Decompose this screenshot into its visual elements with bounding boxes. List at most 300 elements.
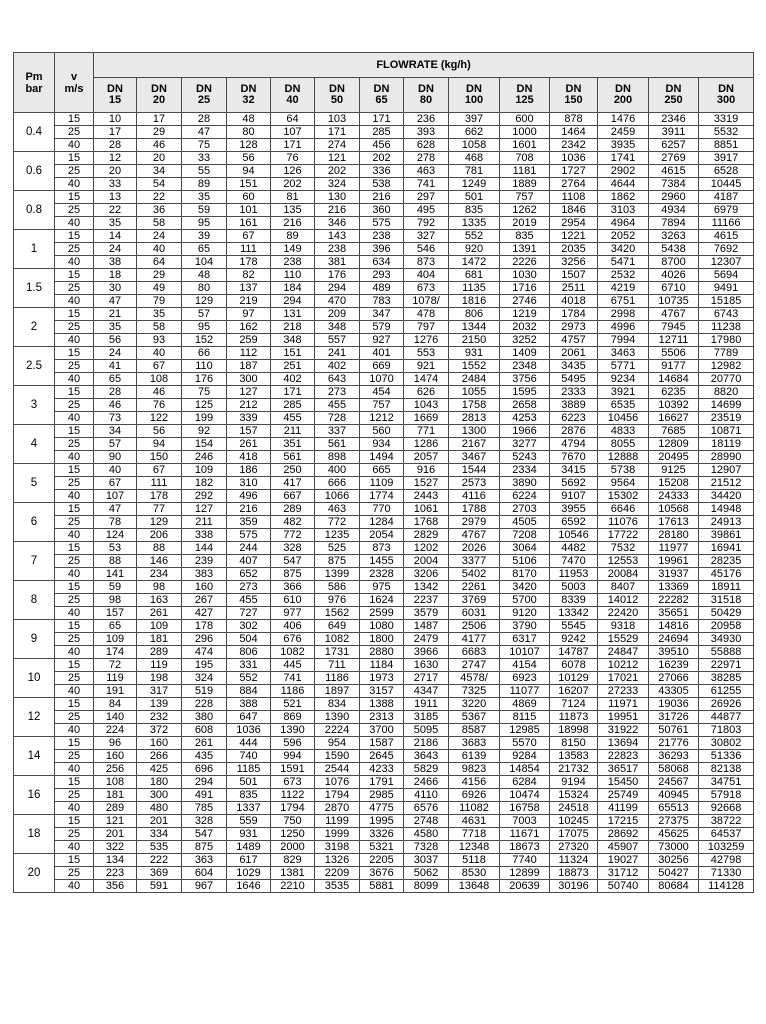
table-row (14, 711, 754, 724)
flowrate-cell: 34751 (699, 776, 754, 789)
flowrate-cell: 3157 (360, 685, 404, 698)
flowrate-cell: 455 (271, 412, 315, 425)
flowrate-cell: 647 (227, 711, 271, 724)
dn-header-cell (315, 78, 360, 113)
flowrate-cell: 4615 (699, 230, 754, 243)
flowrate-cell: 3917 (699, 152, 754, 165)
flowrate-cell: 144 (182, 542, 227, 555)
flowrate-cell: 16941 (699, 542, 754, 555)
flowrate-cell: 6923 (500, 672, 550, 685)
table-row (14, 373, 754, 386)
flowrate-cell: 2954 (550, 217, 598, 230)
flowrate-cell: 11076 (598, 516, 649, 529)
table-row (14, 698, 754, 711)
flowrate-cell: 5694 (699, 269, 754, 282)
flowrate-cell: 1109 (360, 477, 404, 490)
flowrate-cell: 13369 (649, 581, 699, 594)
velocity-cell: 40 (55, 412, 94, 425)
flowrate-cell: 6223 (550, 412, 598, 425)
table-row (14, 685, 754, 698)
velocity-cell: 15 (55, 152, 94, 165)
flowrate-cell: 2000 (271, 841, 315, 854)
flowrate-cell: 1335 (449, 217, 500, 230)
flowrate-cell: 22823 (598, 750, 649, 763)
flowrate-cell: 1741 (598, 152, 649, 165)
velocity-cell: 15 (55, 542, 94, 555)
flowrate-cell: 3966 (404, 646, 449, 659)
flowrate-cell: 1455 (360, 555, 404, 568)
flowrate-cell: 211 (182, 516, 227, 529)
flowrate-cell: 9107 (550, 490, 598, 503)
flowrate-cell: 43305 (649, 685, 699, 698)
flowrate-cell: 2484 (449, 373, 500, 386)
pm-cell: 1 (14, 230, 55, 269)
dn-label: DN (718, 83, 734, 95)
flowrate-cell: 14854 (500, 763, 550, 776)
flowrate-cell: 1716 (500, 282, 550, 295)
table-row (14, 763, 754, 776)
flowrate-cell: 1070 (360, 373, 404, 386)
dn-label: DN (151, 83, 167, 95)
flowrate-cell: 4833 (598, 425, 649, 438)
flowrate-cell: 1590 (315, 750, 360, 763)
dn-size: 100 (464, 94, 484, 106)
dn-label: DN (196, 83, 212, 95)
table-row (14, 880, 754, 893)
table-row (14, 789, 754, 802)
flowrate-cell: 40 (94, 464, 137, 477)
flowrate-cell: 3890 (500, 477, 550, 490)
dn-label: DN (665, 83, 682, 95)
flowrate-cell: 135 (271, 204, 315, 217)
flowrate-cell: 289 (94, 802, 137, 815)
velocity-cell: 40 (55, 490, 94, 503)
flowrate-cell: 206 (137, 529, 182, 542)
flowrate-cell: 1286 (404, 438, 449, 451)
flowrate-cell: 20958 (699, 620, 754, 633)
flowrate-cell: 4794 (550, 438, 598, 451)
flowrate-cell: 151 (271, 347, 315, 360)
flowrate-cell: 8339 (550, 594, 598, 607)
flowrate-cell: 2150 (449, 334, 500, 347)
flowrate-cell: 1487 (404, 620, 449, 633)
flowrate-cell: 34 (94, 425, 137, 438)
table-row (14, 620, 754, 633)
table-row (14, 529, 754, 542)
flowrate-cell: 2764 (550, 178, 598, 191)
flowrate-cell: 2870 (315, 802, 360, 815)
flowrate-cell: 1507 (550, 269, 598, 282)
flowrate-cell: 1221 (550, 230, 598, 243)
flowrate-cell: 10107 (500, 646, 550, 659)
flowrate-cell: 676 (271, 633, 315, 646)
velocity-cell: 15 (55, 776, 94, 789)
flowrate-cell: 4177 (449, 633, 500, 646)
pm-cell: 12 (14, 698, 55, 737)
pm-cell: 18 (14, 815, 55, 854)
flowrate-cell: 381 (315, 256, 360, 269)
flowrate-cell: 184 (271, 282, 315, 295)
flowrate-cell: 708 (500, 152, 550, 165)
flowrate-cell: 4934 (649, 204, 699, 217)
flowrate-cell: 1184 (360, 659, 404, 672)
flowrate-cell: 84 (94, 698, 137, 711)
flowrate-cell: 6139 (449, 750, 500, 763)
flowrate-cell: 15450 (598, 776, 649, 789)
flowrate-cell: 878 (550, 113, 598, 126)
flowrate-cell: 600 (500, 113, 550, 126)
flowrate-cell: 5545 (550, 620, 598, 633)
flowrate-cell: 10 (94, 113, 137, 126)
flowrate-cell: 1591 (271, 763, 315, 776)
flowrate-cell: 1727 (550, 165, 598, 178)
flowrate-cell: 9823 (449, 763, 500, 776)
flowrate-cell: 455 (315, 399, 360, 412)
flowrate-cell: 18119 (699, 438, 754, 451)
velocity-cell: 40 (55, 841, 94, 854)
flowrate-cell: 53 (94, 542, 137, 555)
flowrate-cell: 393 (404, 126, 449, 139)
flowrate-cell: 770 (360, 503, 404, 516)
flowrate-cell: 4996 (598, 321, 649, 334)
flowrate-cell: 2224 (315, 724, 360, 737)
flowrate-cell: 4615 (649, 165, 699, 178)
flowrate-cell: 427 (182, 607, 227, 620)
flowrate-cell: 1186 (271, 685, 315, 698)
flowrate-cell: 139 (137, 698, 182, 711)
flowrate-cell: 56 (94, 334, 137, 347)
velocity-cell: 15 (55, 659, 94, 672)
flowrate-cell: 2985 (360, 789, 404, 802)
flowrate-cell: 348 (315, 321, 360, 334)
table-row (14, 581, 754, 594)
flowrate-cell: 81 (271, 191, 315, 204)
flowrate-cell: 12 (94, 152, 137, 165)
flowrate-cell: 1731 (315, 646, 360, 659)
flowrate-cell: 261 (182, 737, 227, 750)
flowrate-cell: 6683 (449, 646, 500, 659)
flowrate-cell: 7740 (500, 854, 550, 867)
flowrate-cell: 7692 (699, 243, 754, 256)
flowrate-cell: 178 (227, 256, 271, 269)
flowrate-cell: 444 (227, 737, 271, 750)
flowrate-cell: 1000 (500, 126, 550, 139)
flowrate-cell: 5881 (360, 880, 404, 893)
flowrate-cell: 455 (227, 594, 271, 607)
flowrate-cell: 1800 (360, 633, 404, 646)
flowrate-cell: 20084 (598, 568, 649, 581)
flowrate-cell: 1342 (404, 581, 449, 594)
flowrate-cell: 835 (500, 230, 550, 243)
flowrate-cell: 31712 (598, 867, 649, 880)
flowrate-cell: 1489 (227, 841, 271, 854)
flowrate-cell: 67 (227, 230, 271, 243)
velocity-cell: 15 (55, 737, 94, 750)
flowrate-cell: 24518 (550, 802, 598, 815)
flowrate-cell: 2210 (271, 880, 315, 893)
flowrate-cell: 19036 (649, 698, 699, 711)
flowrate-cell: 535 (137, 841, 182, 854)
flowrate-cell: 2443 (404, 490, 449, 503)
flowrate-cell: 2057 (404, 451, 449, 464)
flowrate-cell: 480 (137, 802, 182, 815)
flowrate-cell: 1862 (598, 191, 649, 204)
flowrate-cell: 46 (137, 386, 182, 399)
dn-header-cell (699, 78, 754, 113)
flowrate-cell: 246 (182, 451, 227, 464)
flowrate-cell: 3955 (550, 503, 598, 516)
flowrate-cell: 1601 (500, 139, 550, 152)
flowrate-cell: 31922 (598, 724, 649, 737)
flowrate-cell: 186 (227, 464, 271, 477)
flowrate-cell: 5062 (404, 867, 449, 880)
table-row (14, 477, 754, 490)
flowrate-cell: 24847 (598, 646, 649, 659)
flowrate-cell: 10735 (649, 295, 699, 308)
flowrate-cell: 772 (271, 529, 315, 542)
flowrate-cell: 289 (271, 503, 315, 516)
flowrate-cell: 7208 (500, 529, 550, 542)
flowrate-cell: 89 (271, 230, 315, 243)
flowrate-cell: 5829 (404, 763, 449, 776)
velocity-cell: 15 (55, 581, 94, 594)
flowrate-cell: 103259 (699, 841, 754, 854)
flowrate-cell: 195 (182, 659, 227, 672)
flowrate-cell: 1472 (449, 256, 500, 269)
velocity-cell: 15 (55, 308, 94, 321)
flowrate-cell: 1474 (404, 373, 449, 386)
flowrate-cell: 12982 (699, 360, 754, 373)
flowrate-cell: 1794 (315, 789, 360, 802)
flowrate-cell: 634 (360, 256, 404, 269)
table-row (14, 737, 754, 750)
flowrate-cell: 112 (227, 347, 271, 360)
flowrate-cell: 6592 (550, 516, 598, 529)
flowrate-cell: 3911 (649, 126, 699, 139)
flowrate-cell: 6235 (649, 386, 699, 399)
table-row (14, 659, 754, 672)
velocity-cell: 40 (55, 568, 94, 581)
flowrate-cell: 346 (315, 217, 360, 230)
flowrate-cell: 12553 (598, 555, 649, 568)
flowrate-cell: 954 (315, 737, 360, 750)
flowrate-cell: 3535 (315, 880, 360, 893)
flowrate-cell: 334 (137, 828, 182, 841)
dn-size: 300 (716, 94, 736, 106)
flowrate-cell: 561 (271, 451, 315, 464)
pm-cell: 2.5 (14, 347, 55, 386)
flowrate-cell: 5495 (550, 373, 598, 386)
flowrate-cell: 3185 (404, 711, 449, 724)
flowrate-cell: 322 (94, 841, 137, 854)
flowrate-cell: 2479 (404, 633, 449, 646)
flowrate-cell: 2829 (404, 529, 449, 542)
table-row (14, 204, 754, 217)
flowrate-cell: 3683 (449, 737, 500, 750)
flowrate-cell: 336 (360, 165, 404, 178)
table-row (14, 139, 754, 152)
flowrate-cell: 128 (227, 139, 271, 152)
flowrate-cell: 383 (182, 568, 227, 581)
flowrate-cell: 1788 (449, 503, 500, 516)
flowrate-cell: 3769 (449, 594, 500, 607)
flowrate-cell: 4156 (449, 776, 500, 789)
flowrate-cell: 610 (271, 594, 315, 607)
flowrate-cell: 1527 (404, 477, 449, 490)
flowrate-cell: 1055 (449, 386, 500, 399)
flowrate-cell: 35 (137, 308, 182, 321)
flowrate-cell: 4347 (404, 685, 449, 698)
flowrate-cell: 300 (137, 789, 182, 802)
flowrate-cell: 9120 (500, 607, 550, 620)
flowrate-cell: 1337 (227, 802, 271, 815)
flowrate-cell: 4187 (699, 191, 754, 204)
flowrate-cell: 9318 (598, 620, 649, 633)
flowrate-cell: 236 (404, 113, 449, 126)
flowrate-cell: 176 (182, 373, 227, 386)
flowrate-cell: 2061 (550, 347, 598, 360)
flowrate-cell: 5738 (598, 464, 649, 477)
flowrate-cell: 1249 (449, 178, 500, 191)
velocity-cell: 25 (55, 477, 94, 490)
flowrate-cell: 54 (137, 178, 182, 191)
table-row (14, 126, 754, 139)
flowrate-cell: 163 (137, 594, 182, 607)
velocity-cell: 25 (55, 165, 94, 178)
flowrate-cell: 216 (315, 204, 360, 217)
flowrate-cell: 741 (271, 672, 315, 685)
flowrate-cell: 2186 (404, 737, 449, 750)
table-row (14, 256, 754, 269)
flowrate-cell: 17 (94, 126, 137, 139)
velocity-cell: 15 (55, 386, 94, 399)
velocity-cell: 15 (55, 269, 94, 282)
flowrate-cell: 7994 (598, 334, 649, 347)
flowrate-cell: 3064 (500, 542, 550, 555)
flowrate-cell: 3889 (550, 399, 598, 412)
flowrate-cell: 586 (315, 581, 360, 594)
flowrate-cell: 1185 (227, 763, 271, 776)
flowrate-cell: 10129 (550, 672, 598, 685)
flowrate-cell: 3206 (404, 568, 449, 581)
flowrate-cell: 927 (360, 334, 404, 347)
flowrate-cell: 12985 (500, 724, 550, 737)
flowrate-cell: 519 (182, 685, 227, 698)
flowrate-cell: 2876 (550, 425, 598, 438)
velocity-cell: 40 (55, 646, 94, 659)
flowrate-cell: 596 (271, 737, 315, 750)
flowrate-cell: 97 (227, 308, 271, 321)
flowrate-cell: 146 (137, 555, 182, 568)
flowrate-cell: 504 (227, 633, 271, 646)
table-row (14, 165, 754, 178)
flowrate-cell: 1390 (271, 724, 315, 737)
flowrate-cell: 75 (182, 139, 227, 152)
flowrate-cell: 401 (360, 347, 404, 360)
flowrate-cell: 359 (227, 516, 271, 529)
flowrate-cell: 967 (182, 880, 227, 893)
flowrate-cell: 372 (137, 724, 182, 737)
flowrate-cell: 33 (182, 152, 227, 165)
flowrate-cell: 5471 (598, 256, 649, 269)
flowrate-cell: 1646 (227, 880, 271, 893)
flowrate-cell: 1076 (315, 776, 360, 789)
velocity-cell: 40 (55, 451, 94, 464)
flowrate-cell: 79 (137, 295, 182, 308)
table-row (14, 828, 754, 841)
flowrate-cell: 7532 (598, 542, 649, 555)
flowrate-cell: 7945 (649, 321, 699, 334)
flowrate-cell: 4018 (550, 295, 598, 308)
flowrate-cell: 80 (182, 282, 227, 295)
flowrate-cell: 10871 (699, 425, 754, 438)
flowrate-cell: 559 (227, 815, 271, 828)
flowrate-cell: 98 (137, 581, 182, 594)
flowrate-cell: 3377 (449, 555, 500, 568)
flowrate-cell: 3198 (315, 841, 360, 854)
flowrate-cell: 300 (227, 373, 271, 386)
flowrate-cell: 1794 (271, 802, 315, 815)
flowrate-cell: 2328 (360, 568, 404, 581)
flowrate-cell: 278 (404, 152, 449, 165)
flowrate-cell: 20 (137, 152, 182, 165)
pm-cell: 3 (14, 386, 55, 425)
flowrate-cell: 407 (227, 555, 271, 568)
flowrate-cell: 785 (182, 802, 227, 815)
flowrate-cell: 351 (271, 438, 315, 451)
table-row (14, 815, 754, 828)
flowrate-cell: 35 (182, 191, 227, 204)
flowrate-cell: 238 (271, 256, 315, 269)
flowrate-cell: 2209 (315, 867, 360, 880)
flowrate-cell: 626 (404, 386, 449, 399)
flowrate-cell: 468 (449, 152, 500, 165)
flowrate-cell: 152 (182, 334, 227, 347)
flowrate-cell: 553 (404, 347, 449, 360)
flowrate-cell: 11324 (550, 854, 598, 867)
table-row (14, 867, 754, 880)
flowrate-cell: 104 (182, 256, 227, 269)
flowrate-cell: 137 (227, 282, 271, 295)
flowrate-cell: 1391 (500, 243, 550, 256)
flowrate-cell: 108 (137, 373, 182, 386)
flowrate-cell: 3643 (404, 750, 449, 763)
flowrate-cell: 6646 (598, 503, 649, 516)
flowrate-cell: 160 (137, 737, 182, 750)
flowrate-cell: 806 (227, 646, 271, 659)
flowrate-cell: 19951 (598, 711, 649, 724)
velocity-cell: 25 (55, 828, 94, 841)
table-row (14, 464, 754, 477)
flowrate-cell: 35651 (649, 607, 699, 620)
dn-label: DN (284, 83, 301, 95)
flowrate-cell: 65 (94, 620, 137, 633)
pm-cell: 4 (14, 425, 55, 464)
flowrate-cell: 82138 (699, 763, 754, 776)
flowrate-cell: 212 (227, 399, 271, 412)
flowrate-cell: 1768 (404, 516, 449, 529)
flowrate-header: FLOWRATE (kg/h) (94, 53, 754, 78)
flowrate-cell: 665 (360, 464, 404, 477)
flowrate-cell: 489 (360, 282, 404, 295)
flowrate-cell: 1544 (449, 464, 500, 477)
flowrate-cell: 6979 (699, 204, 754, 217)
flowrate-cell: 1043 (404, 399, 449, 412)
flowrate-cell: 198 (137, 672, 182, 685)
flowrate-cell: 757 (360, 399, 404, 412)
flowrate-cell: 9194 (550, 776, 598, 789)
table-row (14, 425, 754, 438)
